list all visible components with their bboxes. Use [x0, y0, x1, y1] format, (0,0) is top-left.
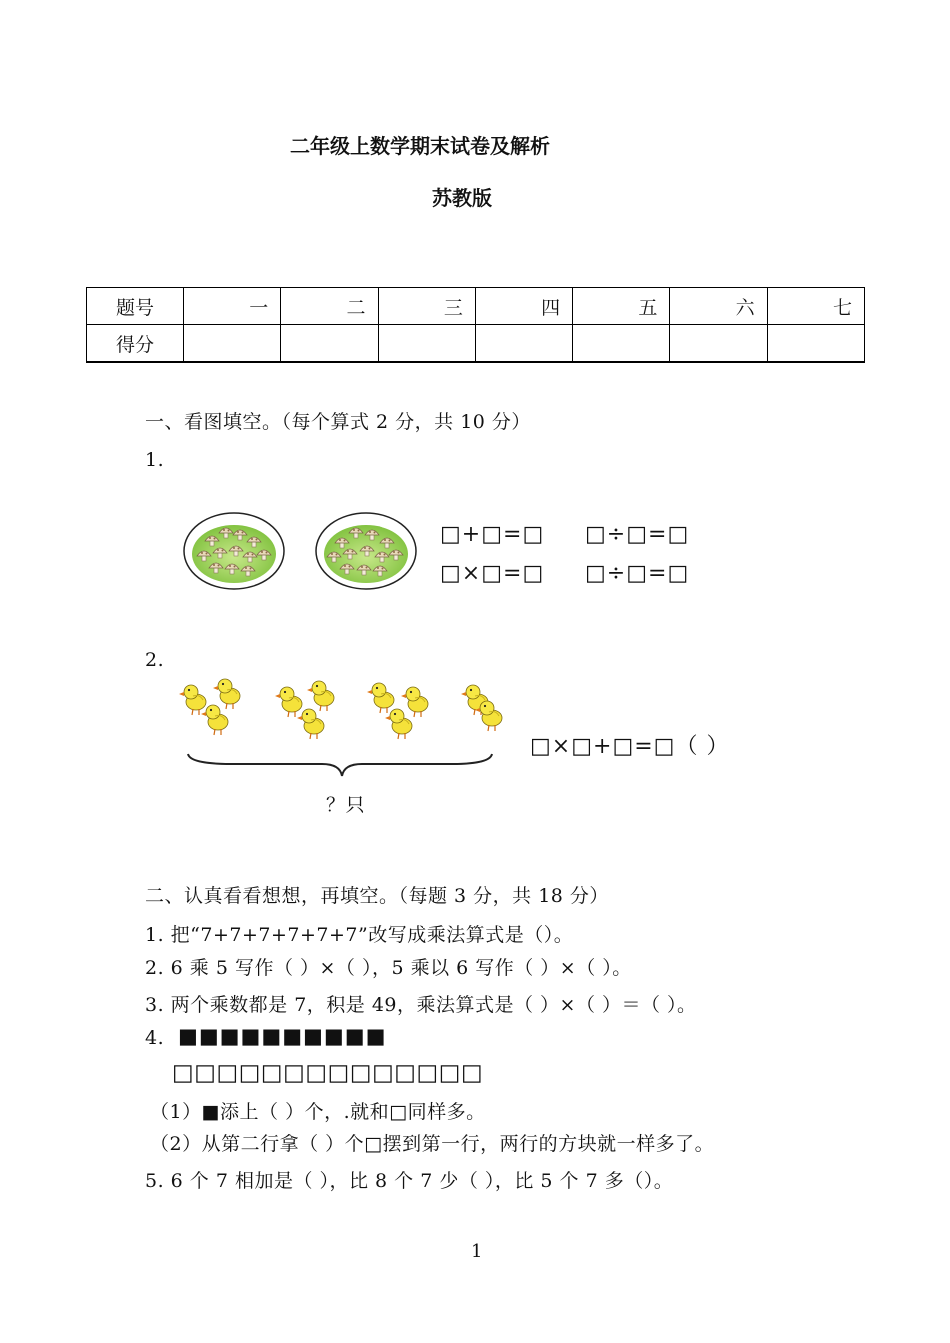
score-cell[interactable]: [281, 325, 378, 363]
brace-label: ？只: [326, 794, 366, 816]
mushroom-plates-illustration: [182, 510, 428, 594]
column-label: 七: [767, 288, 864, 325]
chick-group-2: [275, 681, 334, 739]
equation-multiplication: □×□=□: [440, 561, 545, 586]
column-label: 六: [670, 288, 767, 325]
document-subtitle: 苏教版: [432, 186, 492, 210]
chick-group-1: [179, 679, 240, 735]
section1-q1-number: 1.: [145, 449, 165, 471]
mushroom-plate-right: [316, 513, 416, 589]
equation-mult-add: □×□+□=□（ ）: [530, 734, 730, 759]
score-cell[interactable]: [378, 325, 475, 363]
brace: [188, 754, 492, 776]
section2-q4-number: 4.: [145, 1027, 165, 1049]
score-cell[interactable]: [670, 325, 767, 363]
section2-q4-sub1: （1）■添上（ ）个，.就和□同样多。: [150, 1101, 486, 1123]
section2-q3: 3. 两个乘数都是 7，积是 49，乘法算式是（ ）×（ ）＝（ ）。: [145, 994, 697, 1016]
section1-q2-number: 2.: [145, 649, 165, 671]
document-title: 二年级上数学期末试卷及解析: [290, 134, 550, 158]
section2-q1: 1. 把“7+7+7+7+7+7”改写成乘法算式是（）。: [145, 924, 574, 946]
mushroom-plate-left: [184, 513, 284, 589]
score-cell[interactable]: [184, 325, 281, 363]
filled-squares-row: ■■■■■■■■■■: [178, 1024, 387, 1048]
score-table: [86, 287, 865, 363]
score-cell[interactable]: [573, 325, 670, 363]
question-number-label: 题号: [87, 288, 184, 325]
score-cell[interactable]: [767, 325, 864, 363]
chicks-illustration: [172, 672, 517, 780]
section2-q4-sub2: （2）从第二行拿（ ）个□摆到第一行，两行的方块就一样多了。: [150, 1133, 715, 1155]
score-table-header-row: [87, 288, 865, 325]
score-table-score-row: [87, 325, 865, 363]
column-label: 一: [184, 288, 281, 325]
section2-q5: 5. 6 个 7 相加是（ ），比 8 个 7 少（ ），比 5 个 7 多（）。: [145, 1170, 674, 1192]
section2-q2: 2. 6 乘 5 写作（ ）×（ ），5 乘以 6 写作（ ）×（ ）。: [145, 957, 632, 979]
equation-division-1: □÷□=□: [585, 522, 690, 547]
column-label: 三: [378, 288, 475, 325]
column-label: 四: [475, 288, 572, 325]
column-label: 五: [573, 288, 670, 325]
equation-addition: □+□=□: [440, 522, 545, 547]
empty-squares-row: □□□□□□□□□□□□□□: [172, 1060, 484, 1086]
score-label: 得分: [87, 325, 184, 363]
section2-heading: 二、认真看看想想，再填空。（每题 3 分，共 18 分）: [145, 885, 609, 907]
column-label: 二: [281, 288, 378, 325]
section1-heading: 一、看图填空。（每个算式 2 分，共 10 分）: [145, 411, 531, 433]
score-cell[interactable]: [475, 325, 572, 363]
chick-group-4: [461, 685, 502, 731]
page-number: 1: [471, 1241, 483, 1262]
equation-division-2: □÷□=□: [585, 561, 690, 586]
chick-group-3: [367, 683, 428, 739]
